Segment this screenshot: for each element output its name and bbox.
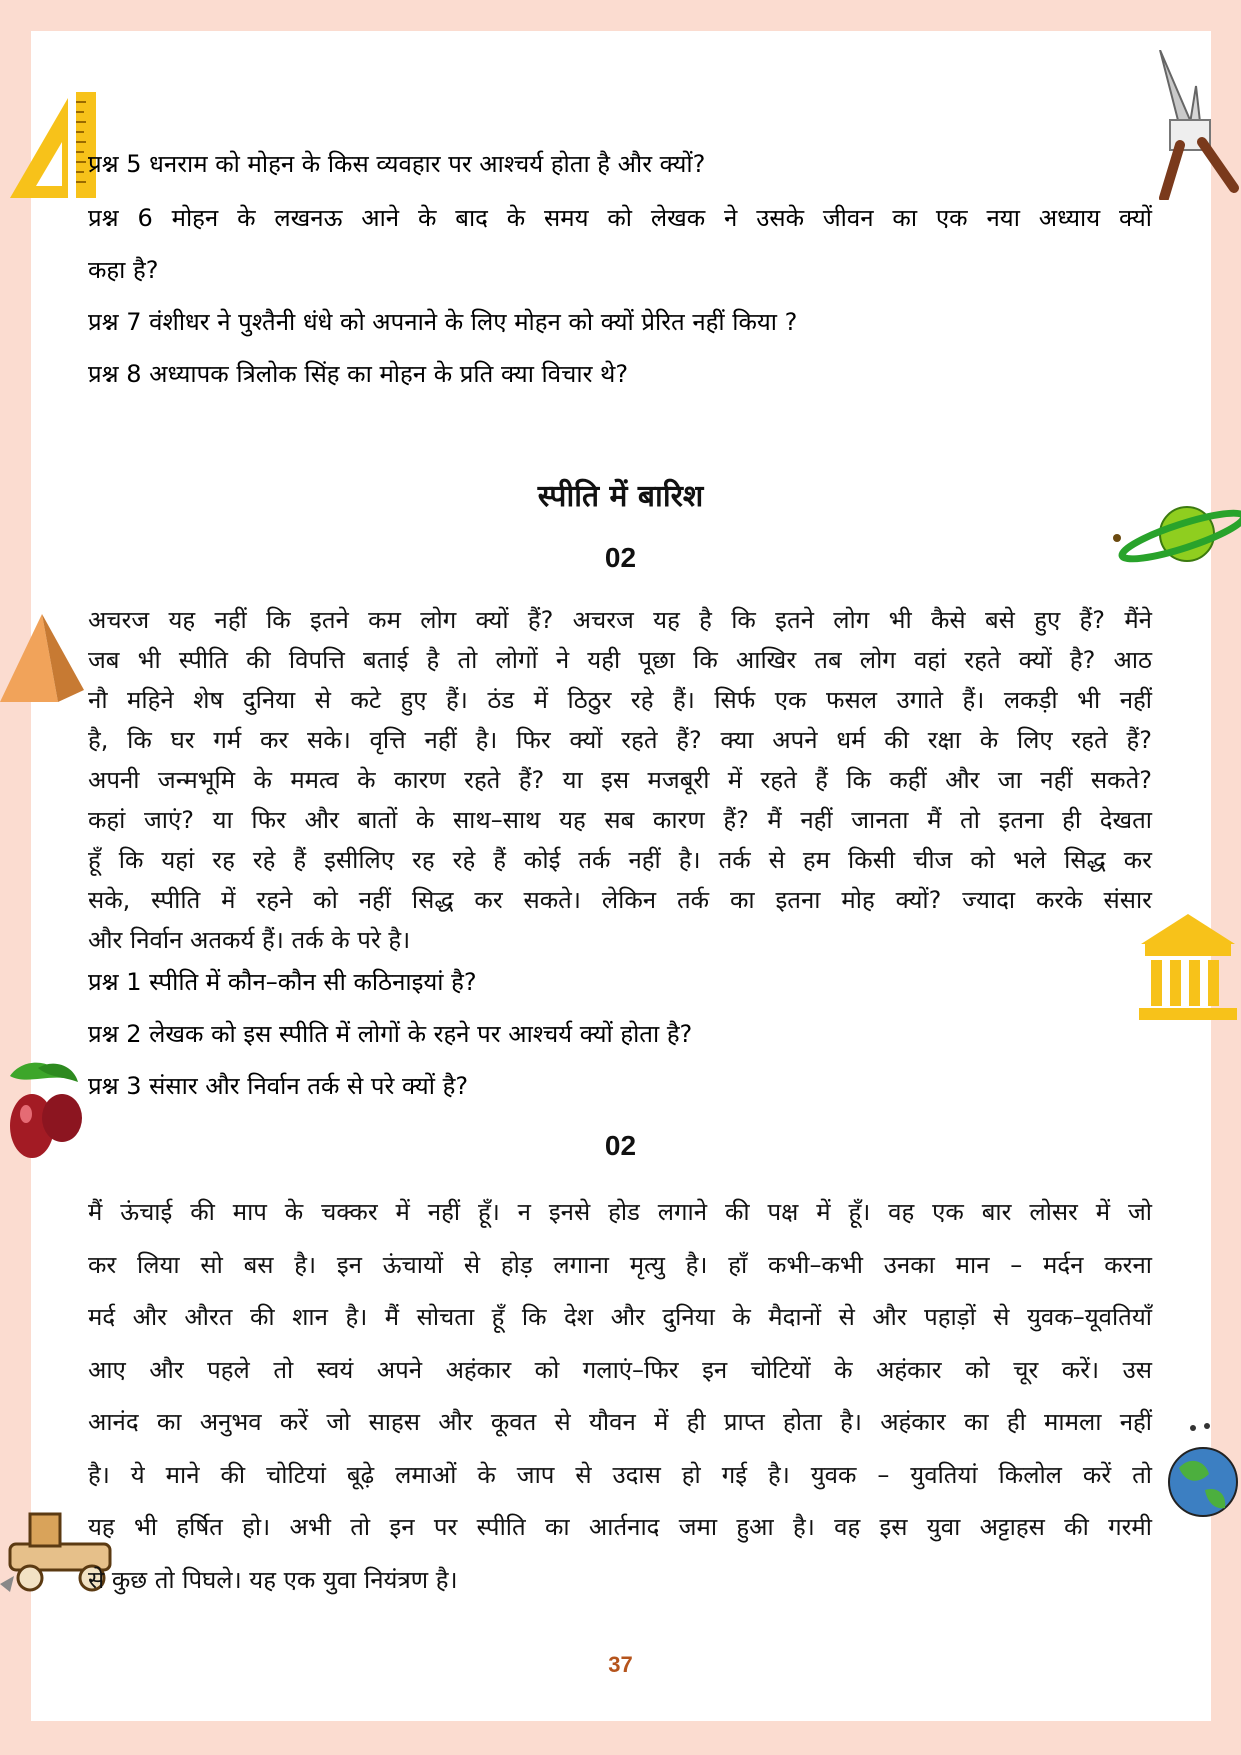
passage-2-line: यह भी हर्षित हो। अभी तो इन पर स्पीति का आर्तनाद जमा हुआ है। वह इस युवा अट्टाहस की गरमी — [88, 1513, 1152, 1541]
section-title: स्पीति में बारिश — [537, 479, 704, 514]
passage-1-line: और निर्वान अतकर्य हैं। तर्क के परे है। — [88, 926, 411, 954]
passage-1-line: है, कि घर गर्म कर सके। वृत्ति नहीं है। फिर क्यों रहते हैं? क्या अपने धर्म की रक्षा के लिए रहते हैं? — [88, 726, 1152, 754]
passage-2-line: आए और पहले तो स्वयं अपने अहंकार को गलाएं–फिर इन चोटियों के अहंकार को चूर करें। उस — [88, 1355, 1152, 1384]
passage-2-line: कर लिया सो बस है। इन ऊंचायों से होड़ लगाना मृत्यु है। हाँ कभी–कभी उनका मान – मर्दन करना — [88, 1250, 1152, 1279]
passage-1 — [88, 600, 1152, 960]
pyramid-icon — [0, 612, 86, 704]
passage-2-line: मर्द और औरत की शान है। मैं सोचता हूँ कि देश और दुनिया के मैदानों से और पहाड़ों से युवक–यूवतियाँ — [88, 1303, 1152, 1331]
passage-2-marks: 02 — [604, 1130, 637, 1161]
shears-icon — [1150, 50, 1240, 200]
ruler-set-square-icon — [6, 90, 102, 202]
question-5: प्रश्न 5 धनराम को मोहन के किस व्यवहार पर आश्चर्य होता है और क्यों? — [88, 150, 706, 178]
passage-1-question-3: प्रश्न 3 संसार और निर्वान तर्क से परे क्यों है? — [88, 1072, 469, 1100]
passage-1-line: कहां जाएं? या फिर और बातों के साथ–साथ यह सब कारण हैं? मैं नहीं जानता मैं तो इतना ही देखता — [88, 806, 1152, 834]
passage-2-line: आनंद का अनुभव करें जो साहस और कूवत से यौवन में ही प्राप्त होता है। अहंकार का ही मामला नहीं — [88, 1408, 1152, 1436]
passage-1-line: अचरज यह नहीं कि इतने कम लोग क्यों हैं? अचरज यह है कि इतने लोग भी कैसे बसे हुए हैं? मैंने — [88, 606, 1152, 634]
passage-2 — [88, 1186, 1152, 1606]
globe-icon — [1165, 1420, 1241, 1520]
passage-1-line: सके, स्पीति में रहने को नहीं सिद्ध कर सकते। लेकिन तर्क का इतना मोह क्यों? ज्यादा करके संसार — [88, 886, 1152, 914]
question-6: प्रश्न 6 मोहन के लखनऊ आने के बाद के समय को लेखक ने उसके जीवन का एक नया अध्याय क्यों — [88, 204, 1152, 232]
question-8: प्रश्न 8 अध्यापक त्रिलोक सिंह का मोहन के प्रति क्या विचार थे? — [88, 360, 629, 388]
passage-1-marks: 02 — [604, 542, 637, 573]
passage-2-line: मैं ऊंचाई की माप के चक्कर में नहीं हूँ। न इनसे होड लगाने की पक्ष में हूँ। वह एक बार लोसर में जो — [88, 1198, 1152, 1226]
passage-1-line: अपनी जन्मभूमि के ममत्व के कारण रहते हैं? या इस मजबूरी में रहते हैं कि कहीं और जा नहीं सकते? — [88, 766, 1152, 794]
passage-1-question-2: प्रश्न 2 लेखक को इस स्पीति में लोगों के रहने पर आश्चर्य क्यों होता है? — [88, 1020, 693, 1048]
question-7: प्रश्न 7 वंशीधर ने पुश्तैनी धंधे को अपनाने के लिए मोहन को क्यों प्रेरित नहीं किया ? — [88, 308, 798, 336]
page-number: 37 — [608, 1652, 633, 1677]
passage-1-line: जब भी स्पीति की विपत्ति बताई है तो लोगों ने यही पूछा कि आखिर तब लोग वहां रहते क्यों है? आठ — [88, 646, 1152, 674]
question-6-continuation: कहा है? — [88, 256, 159, 284]
passage-1-question-1: प्रश्न 1 स्पीति में कौन–कौन सी कठिनाइयां है? — [88, 968, 477, 996]
passage-2-line: से कुछ तो पिघले। यह एक युवा नियंत्रण है। — [88, 1565, 458, 1594]
passage-2-line: है। ये माने की चोटियां बूढ़े लमाओं के जाप से उदास हो गई है। युवक – युवतियां किलोल करें तो — [88, 1460, 1152, 1489]
passage-1-line: नौ महिने शेष दुनिया से कटे हुए हैं। ठंड में ठिठुर रहे हैं। सिर्फ एक फसल उगाते हैं। लकड़ी भी नहीं — [88, 686, 1152, 714]
passage-1-line: हूँ कि यहां रह रहे हैं इसीलिए रह रहे हैं कोई तर्क नहीं है। तर्क से हम किसी चीज को भले सिद्ध कर — [88, 846, 1152, 874]
